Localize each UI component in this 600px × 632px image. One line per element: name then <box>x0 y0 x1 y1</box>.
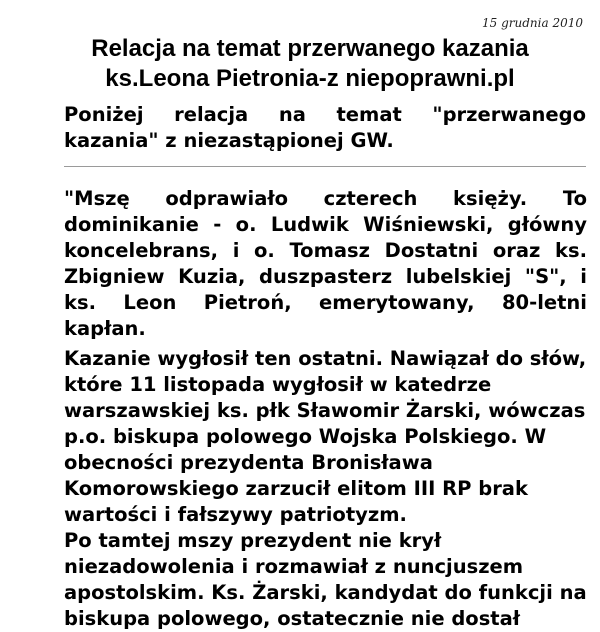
divider <box>64 166 586 167</box>
article-paragraph-2: Kazanie wygłosił ten ostatni. Nawiązał do słów, które 11 listopada wygłosił w katedrze warszawskiej ks. płk Sławomir Żarski, wówczas p.o. biskupa polowego Wojska Polskiego. W obecności prezydenta Bronisława Komorowskiego zarzucił elitom III RP brak wartości i fałszywy patriotyzm. <box>64 347 587 526</box>
article-paragraph-3: Po tamtej mszy prezydent nie krył niezadowolenia i rozmawiał z nuncjuszem apostolskim. Ks. Żarski, kandydat do funkcji na biskupa polowego, ostatecznie nie dostał <box>64 529 587 630</box>
article-date: 15 grudnia 2010 <box>482 16 583 30</box>
article-paragraph-1: "Mszę odprawiało czterech księży. To dominikanie - o. Ludwik Wiśniewski, główny koncelebrans, i o. Tomasz Dostatni oraz ks. Zbigniew Kuzia, duszpasterz lubelskiej "S", i ks. Leon Pietroń, emerytowany, 80-letni kapłan. <box>64 187 587 340</box>
article-title: Relacja na temat przerwanego kazania ks.Leona Pietronia-z niepoprawni.pl <box>91 35 529 92</box>
article-intro: Poniżej relacja na temat "przerwanego kazania" z niezastąpionej GW. <box>64 103 586 152</box>
